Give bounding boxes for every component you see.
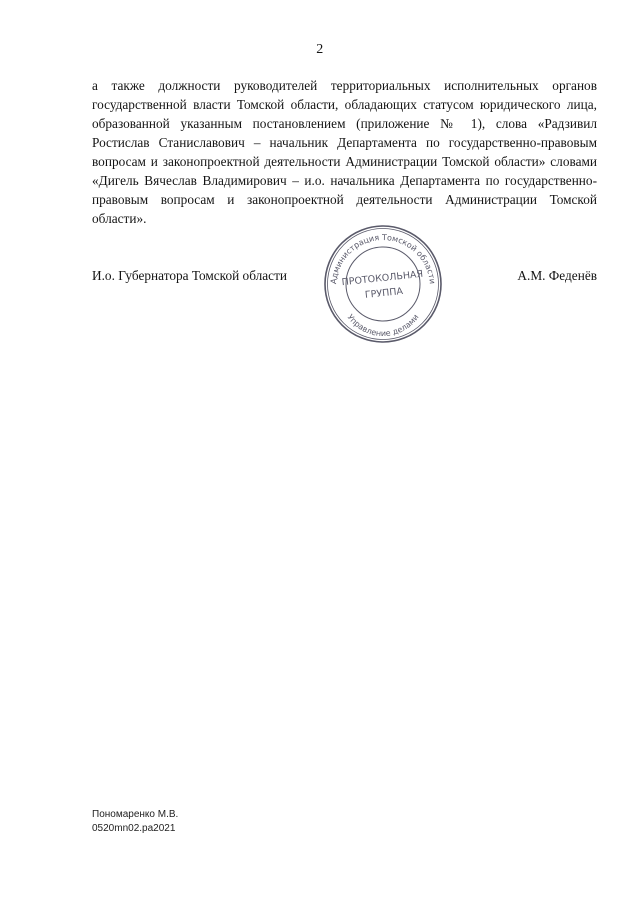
page-number: 2 [316,42,324,57]
signatory-position: И.о. Губернатора Томской области [92,268,288,283]
stamp-top-text: Администрация Томской области [329,232,437,285]
footer-doc-code: 0520mn02.ра2021 [92,823,176,834]
stamp-center-line1: ПРОТОКОЛЬНАЯ [341,268,424,289]
stamp-bottom-text: Управление делами [345,312,421,339]
stamp-center-line2: ГРУППА [364,285,404,301]
signatory-name: А.М. Феденёв [517,268,597,283]
body-paragraph: а также должности руководителей территориальных исполнительных органов государственной власти Томской области, обладающих статусом юридического лица, образованной указанным постановлением (приложение № 1), слова «Радзивил Ростислав Станиславович – начальник Департамента по государственно-правовым вопросам и законопроектной деятельности Администрации Томской области» словами «Дигель Вячеслав Владимирович – и.о. начальника Департамента по государственно-правовым вопросам и законопроектной деятельности Администрации Томской области». [92,78,597,226]
official-stamp [322,223,444,345]
footer-info [92,808,178,836]
footer-author: Пономаренко М.В. [92,809,179,820]
stamp-seal-icon [322,223,444,345]
